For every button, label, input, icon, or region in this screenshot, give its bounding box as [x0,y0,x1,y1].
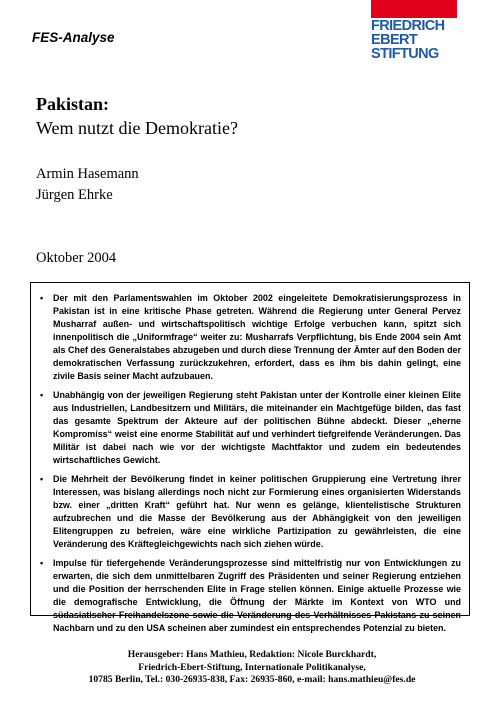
title-subtitle: Wem nutzt die Demokratie? [36,118,238,138]
author-name: Jürgen Ehrke [36,187,113,203]
document-title [36,92,238,140]
logo-line-2: EBERT [371,32,418,48]
title-main: Pakistan: [36,94,110,114]
footer-line: 10785 Berlin, Tel.: 030-26935-838, Fax: 26935-860, e-mail: hans.mathieu@fes.de [88,674,416,685]
footer-line: Herausgeber: Hans Mathieu, Redaktion: Nicole Burckhardt, [127,649,377,660]
summary-item: • Impulse für tiefergehende Veränderungsprozesse sind mittelfristig nur von Entwicklungen zu erwarten, die sich dem unmittelbaren Zugriff des Präsidenten und seiner Regierung entziehen und die Position der herrschenden Elite in Frage stellen können. Einige aktuelle Prozesse wie die demografische Entwicklung, die Öffnung der Märkte im Kontext von WTO und südasiatischer Freihandelszone sowie die Veränderung des Verhältnisses Pakistans zu seinen Nachbarn und zu den USA scheinen aber zumindest ein entsprechendes Potenzial zu bieten. [39,557,461,635]
fes-logo [371,0,457,61]
publisher-footer [0,649,504,687]
summary-item: • Der mit den Parlamentswahlen im Oktober 2002 eingeleitete Demokratisierungsprozess in Pakistan ist in eine kritische Phase getreten. Während die Regierung unter General Pervez Musharraf außen- und wirtschaftspolitisch wichtige Erfolge verbuchen kann, spitzt sich innenpolitisch die „Uniformfrage“ weiter zu: Musharrafs Verpflichtung, bis Ende 2004 sein Amt als Chef des Generalstabes abzugeben und durch diese Trennung der Ämter auf den Boden der demokratischen Verfassung zurückzukehren, erfordert, dass es ihm bis dahin gelingt, eine zivile Basis seiner Macht aufzubauen. [39,292,461,383]
publication-date: Oktober 2004 [36,250,117,266]
summary-item: • Die Mehrheit der Bevölkerung findet in keiner politischen Gruppierung eine Vertretung ihrer Interessen, was bislang allerdings noch nicht zur Formierung eines organisierten Widerstands bzw. einer „dritten Kraft“ geführt hat. Nur wenn es gelänge, klientelistische Strukturen aufzubrechen und die Masse der Bevölkerung aus der Abhängigkeit von den jeweiligen Elitengruppen zu befreien, wäre eine wirkliche Partizipation zu gewährleisten, die eine Veränderung des Kräftegleichgewichts nach sich ziehen würde. [39,473,461,551]
summary-item: • Unabhängig von der jeweiligen Regierung steht Pakistan unter der Kontrolle einer kleinen Elite aus Industriellen, Landbesitzern und Militärs, die miteinander ein Machtgefüge bilden, das fast das gesamte Spektrum der Akteure auf der politischen Bühne abdeckt. Dieser „eherne Kompromiss“ weist eine enorme Stabilität auf und verhindert tiefgreifende Veränderungen. Das Militär ist dabei nach wie vor der wichtigste Machtfaktor und zudem ein bedeutendes wirtschaftliches Gewicht. [39,389,461,467]
summary-box [30,282,470,633]
footer-line: Friedrich-Ebert-Stiftung, Internationale Politikanalyse, [138,661,366,673]
author-name: Armin Hasemann [36,166,139,182]
logo-wordmark [371,19,457,61]
authors [36,164,139,206]
logo-red-bar [371,0,457,18]
summary-list [39,292,461,635]
series-label: FES-Analyse [32,30,115,45]
logo-line-1: FRIEDRICH [371,18,445,34]
logo-line-3: STIFTUNG [371,46,439,62]
